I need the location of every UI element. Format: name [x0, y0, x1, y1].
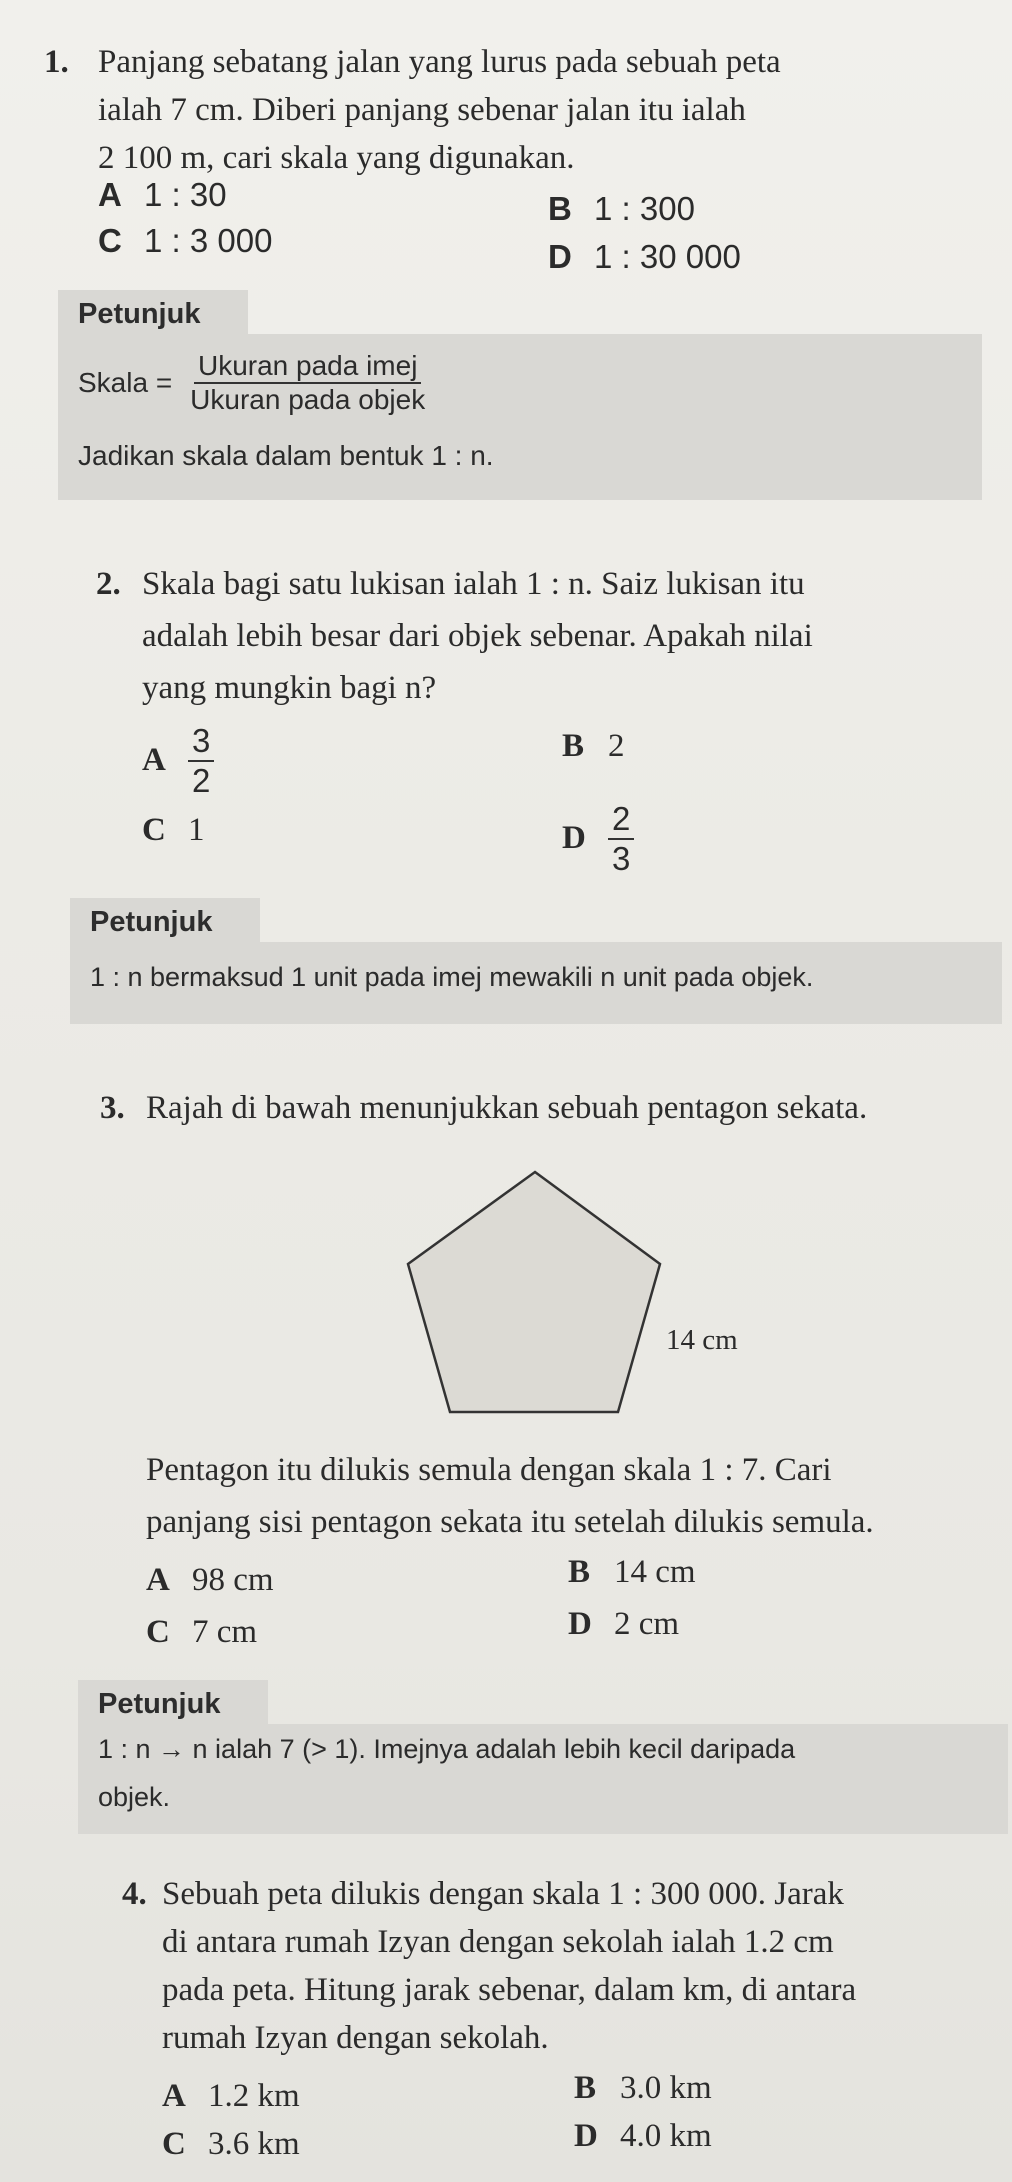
option-text: 1 : 30	[144, 176, 227, 213]
option-letter: C	[142, 812, 166, 848]
hint-note-line: 1 : n → n ialah 7 (> 1). Imejnya adalah lebih kecil daripada	[98, 1734, 796, 1764]
option-text: 98 cm	[192, 1562, 274, 1598]
option-letter: B	[548, 190, 572, 227]
fraction-numerator: 3	[188, 722, 214, 762]
question-text-line: ialah 7 cm. Diberi panjang sebenar jalan itu ialah	[98, 92, 746, 128]
option-b[interactable]	[562, 728, 625, 765]
formula-fraction	[186, 350, 429, 416]
fraction-numerator: Ukuran pada imej	[194, 350, 421, 384]
option-text: 1.2 km	[208, 2078, 300, 2114]
option-b[interactable]	[568, 1554, 696, 1591]
question-text-line: Skala bagi satu lukisan ialah 1 : n. Saiz lukisan itu	[142, 566, 805, 602]
question-number: 3.	[100, 1090, 125, 1126]
option-text: 1 : 3 000	[144, 222, 273, 259]
option-a[interactable]	[162, 2078, 300, 2115]
question-number: 4.	[122, 1876, 147, 1912]
option-text: 4.0 km	[620, 2118, 712, 2154]
option-fraction	[608, 800, 634, 878]
option-c[interactable]	[142, 812, 205, 849]
option-letter: A	[146, 1562, 170, 1598]
option-fraction	[188, 722, 214, 800]
option-text: 2	[608, 728, 625, 764]
option-d[interactable]	[562, 800, 634, 878]
option-a[interactable]	[142, 722, 214, 800]
option-text: 1	[188, 812, 205, 848]
option-b[interactable]	[548, 190, 695, 228]
hint-note: Jadikan skala dalam bentuk 1 : n.	[78, 440, 494, 471]
question-text-line: adalah lebih besar dari objek sebenar. Apakah nilai	[142, 618, 813, 654]
hint-note: 1 : n bermaksud 1 unit pada imej mewakili n unit pada objek.	[90, 962, 814, 992]
question-text-line: Panjang sebatang jalan yang lurus pada sebuah peta	[98, 44, 781, 80]
hint-note-line: objek.	[98, 1782, 171, 1812]
scale-formula	[78, 350, 429, 416]
option-a[interactable]	[146, 1562, 274, 1599]
option-letter: B	[562, 728, 585, 764]
hint-title: Petunjuk	[78, 298, 201, 330]
option-c[interactable]	[162, 2126, 300, 2163]
option-letter: D	[548, 238, 572, 275]
option-letter: B	[574, 2070, 597, 2106]
option-letter: C	[146, 1614, 170, 1650]
option-text: 3.0 km	[620, 2070, 712, 2106]
question-text-line: di antara rumah Izyan dengan sekolah ialah 1.2 cm	[162, 1924, 834, 1960]
fraction-denominator: 2	[192, 761, 211, 799]
question-text-line: 2 100 m, cari skala yang digunakan.	[98, 140, 575, 176]
question-text-line: Rajah di bawah menunjukkan sebuah pentagon sekata.	[146, 1090, 868, 1126]
pentagon-side-label: 14 cm	[666, 1324, 738, 1356]
option-text: 7 cm	[192, 1614, 258, 1650]
option-c[interactable]	[98, 222, 272, 260]
question-number: 1.	[44, 44, 69, 80]
option-text: 3.6 km	[208, 2126, 300, 2162]
question-text-line: Sebuah peta dilukis dengan skala 1 : 300 000. Jarak	[162, 1876, 844, 1912]
option-letter: A	[142, 742, 166, 779]
option-letter: C	[162, 2126, 186, 2162]
option-text: 14 cm	[614, 1554, 696, 1590]
option-d[interactable]	[568, 1606, 679, 1643]
question-text-line: rumah Izyan dengan sekolah.	[162, 2020, 549, 2056]
hint-title: Petunjuk	[98, 1688, 221, 1720]
question-text-line: panjang sisi pentagon sekata itu setelah dilukis semula.	[146, 1504, 874, 1540]
option-letter: D	[574, 2118, 598, 2154]
option-d[interactable]	[574, 2118, 712, 2155]
fraction-denominator: Ukuran pada objek	[190, 384, 426, 416]
option-c[interactable]	[146, 1614, 257, 1651]
option-text: 1 : 30 000	[594, 238, 741, 275]
option-letter: A	[98, 176, 122, 213]
fraction-numerator: 2	[608, 800, 634, 840]
option-text: 2 cm	[614, 1606, 680, 1642]
option-letter: D	[562, 820, 586, 857]
hint-title: Petunjuk	[90, 906, 213, 938]
option-text: 1 : 300	[594, 190, 695, 227]
option-letter: B	[568, 1554, 591, 1590]
fraction-denominator: 3	[612, 839, 631, 877]
question-text-line: pada peta. Hitung jarak sebenar, dalam km, di antara	[162, 1972, 857, 2008]
option-b[interactable]	[574, 2070, 712, 2107]
formula-lhs: Skala =	[78, 367, 173, 399]
option-letter: C	[98, 222, 122, 259]
question-text-line: Pentagon itu dilukis semula dengan skala 1 : 7. Cari	[146, 1452, 832, 1488]
option-letter: A	[162, 2078, 186, 2114]
question-text-line: yang mungkin bagi n?	[142, 670, 437, 706]
option-d[interactable]	[548, 238, 741, 276]
option-letter: D	[568, 1606, 592, 1642]
question-number: 2.	[96, 566, 121, 602]
regular-pentagon-diagram	[400, 1160, 680, 1422]
option-a[interactable]	[98, 176, 227, 214]
